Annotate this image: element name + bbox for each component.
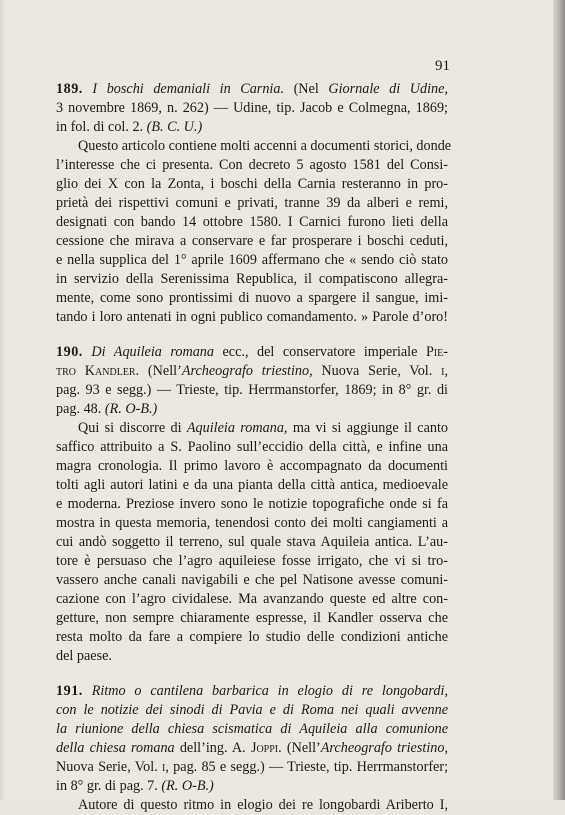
author-name: Pie- xyxy=(425,344,448,360)
author-name: tro Kandler xyxy=(56,363,136,379)
entry-title: della chiesa romana xyxy=(56,740,175,756)
text-line xyxy=(56,552,448,571)
source-title: Giornale di Udine, xyxy=(328,81,448,97)
text-line xyxy=(56,628,448,647)
text-run: pag. 93 e segg.) — Trieste, tip. Herrmanstorfer, 1869; in 8° gr. di xyxy=(56,382,448,398)
library-siglum: (R. O-B.) xyxy=(161,778,214,794)
page-number: 91 xyxy=(435,58,450,74)
text-run: cessione che mirava a conservare e far prosperare i boschi ceduti, xyxy=(56,233,448,249)
entry-number: 190. xyxy=(56,344,83,360)
text-run: Autore di questo ritmo in elogio dei re longobardi Ariberto I, xyxy=(78,797,448,813)
text-run: e nella supplica del 1° aprile 1609 affermano che « sendo ciò stato xyxy=(56,252,448,268)
text-run: . (Nell’ xyxy=(135,363,182,379)
text-run: pag. 48. xyxy=(56,401,105,417)
text-run: getture, non sempre chiaramente espresse, il Kandler osserva che xyxy=(56,610,448,626)
page-right-edge-shadow xyxy=(553,0,565,800)
text-run: vassero anche canali navigabili e che pel Natisone avesse comuni- xyxy=(56,572,448,588)
text-run: in 8° gr. di pag. 7. xyxy=(56,778,162,794)
entry-number: 189. xyxy=(56,81,83,97)
text-run: designati con bando 14 ottobre 1580. I Carnici furono lieti della xyxy=(56,214,448,230)
text-run: , pag. 85 e segg.) — Trieste, tip. Herrmanstorfer; xyxy=(165,759,449,775)
text-line xyxy=(56,720,448,739)
text-line xyxy=(56,457,448,476)
text-line xyxy=(56,362,448,381)
text-run: 3 novembre 1869, n. 262) — Udine, tip. Jacob e Colmegna, 1869; xyxy=(56,100,448,116)
text-run xyxy=(83,683,92,699)
text-line xyxy=(56,571,448,590)
volume-numeral: i xyxy=(162,759,166,775)
library-siglum: (R. O-B.) xyxy=(104,401,158,417)
text-line xyxy=(56,609,448,628)
text-line xyxy=(56,476,448,495)
text-line xyxy=(56,777,448,796)
text-run: ecc., del conservatore imperiale xyxy=(214,344,426,360)
bibliography-entry-189 xyxy=(56,80,452,327)
text-run: tando i loro antenati in ogni publico comandamento. » Parole d’oro! xyxy=(56,309,448,325)
text-line xyxy=(56,99,448,118)
library-siglum: (B. C. U.) xyxy=(146,119,203,135)
text-line xyxy=(56,533,448,552)
source-title: Archeografo triestino, xyxy=(320,740,448,756)
body-text xyxy=(56,80,452,815)
entry-title: I boschi demaniali in Carnia. xyxy=(92,81,284,97)
text-line xyxy=(56,419,448,438)
text-line xyxy=(56,194,448,213)
italic-run: Aquileia romana, xyxy=(186,420,288,436)
text-line xyxy=(56,590,448,609)
text-run: prietà dei rispettivi comuni e privati, tranne 39 da alberi e remi, xyxy=(56,195,448,211)
text-line xyxy=(56,232,448,251)
author-name: Joppi xyxy=(250,740,279,756)
text-run: dell’ing. A. xyxy=(174,740,251,756)
text-line xyxy=(56,308,448,327)
text-run: l’interesse che ci presenta. Con decreto 5 agosto 1581 del Consi- xyxy=(56,157,448,173)
text-run: cui andò soggetto il terreno, sul quale stava Aquileia antica. L’au- xyxy=(56,534,448,550)
volume-numeral: i xyxy=(441,363,445,379)
bibliography-entry-190 xyxy=(56,343,448,666)
text-line xyxy=(56,270,448,289)
text-line xyxy=(56,381,448,400)
text-line xyxy=(56,438,448,457)
text-run: in servizio della Serenissima Republica, il compatiscono allegra- xyxy=(56,271,448,287)
entry-title: Ritmo o cantilena barbarica in elogio di re longobardi, xyxy=(91,683,448,699)
entry-title: Di Aquileia romana xyxy=(91,344,214,360)
entry-heading-line xyxy=(56,343,448,362)
entry-title: con le notizie dei sinodi di Pavia e di Roma nei quali avvenne xyxy=(56,702,448,718)
text-run: e moderna. Preziose invero sono le notizie topografiche onde si fa xyxy=(56,496,448,512)
text-run: . (Nell’ xyxy=(278,740,321,756)
text-line xyxy=(56,289,448,308)
text-line xyxy=(56,137,452,156)
text-run: Questo articolo contiene molti accenni a documenti storici, donde xyxy=(78,138,452,154)
text-run xyxy=(83,81,93,97)
text-run: ma vi si aggiunge il canto xyxy=(287,420,448,436)
text-run: saffico attribuito a S. Paolino sull’eccidio della città, e infine una xyxy=(56,439,448,455)
text-run: tore è persuaso che l’agro aquileiese fosse irrigato, che vi si tro- xyxy=(56,553,448,569)
entry-title: la riunione della chiesa scismatica di Aquileia alla comunione xyxy=(56,721,448,737)
text-run: Nuova Serie, Vol. xyxy=(56,759,163,775)
text-line xyxy=(56,495,448,514)
text-run: del paese. xyxy=(56,648,112,664)
text-line xyxy=(56,213,448,232)
text-line xyxy=(56,647,448,666)
text-line xyxy=(56,701,448,720)
text-run: mostra in questa memoria, tenendosi conto dei molti cangiamenti a xyxy=(56,515,448,531)
text-run: mente, come sono prontissimi di nuovo a spargere il sangue, imi- xyxy=(56,290,448,306)
text-line xyxy=(56,514,448,533)
entry-number: 191. xyxy=(56,683,83,699)
entry-heading-line xyxy=(56,682,448,701)
page-left-edge-shadow xyxy=(0,0,6,800)
text-line xyxy=(56,175,448,194)
text-line xyxy=(56,758,448,777)
text-run: , xyxy=(444,363,448,379)
text-run: Qui si discorre di xyxy=(78,420,187,436)
text-line xyxy=(56,251,448,270)
text-run: in fol. di col. 2. xyxy=(56,119,147,135)
text-line xyxy=(56,796,448,815)
text-run: Nuova Serie, Vol. xyxy=(312,363,442,379)
entry-heading-line xyxy=(56,80,448,99)
text-run: magra cronologia. Il primo lavoro è accompagnato da documenti xyxy=(56,458,448,474)
text-run: resta molto da fare a compiere lo studio delle condizioni antiche xyxy=(56,629,448,645)
text-line xyxy=(56,739,448,758)
text-run: cazione con l’agro cividalese. Ma avanzando queste ed altre con- xyxy=(56,591,448,607)
text-line xyxy=(56,400,448,419)
source-title: Archeografo triestino, xyxy=(181,363,313,379)
text-line xyxy=(56,118,448,137)
text-run: (Nel xyxy=(284,81,329,97)
text-line xyxy=(56,156,448,175)
bibliography-entry-191 xyxy=(56,682,448,815)
text-run: tolti agli autori latini e da una pianta della città antica, medioevale xyxy=(56,477,448,493)
text-run: glio dei X con la Zonta, i boschi della Carnia resteranno in pro- xyxy=(56,176,448,192)
